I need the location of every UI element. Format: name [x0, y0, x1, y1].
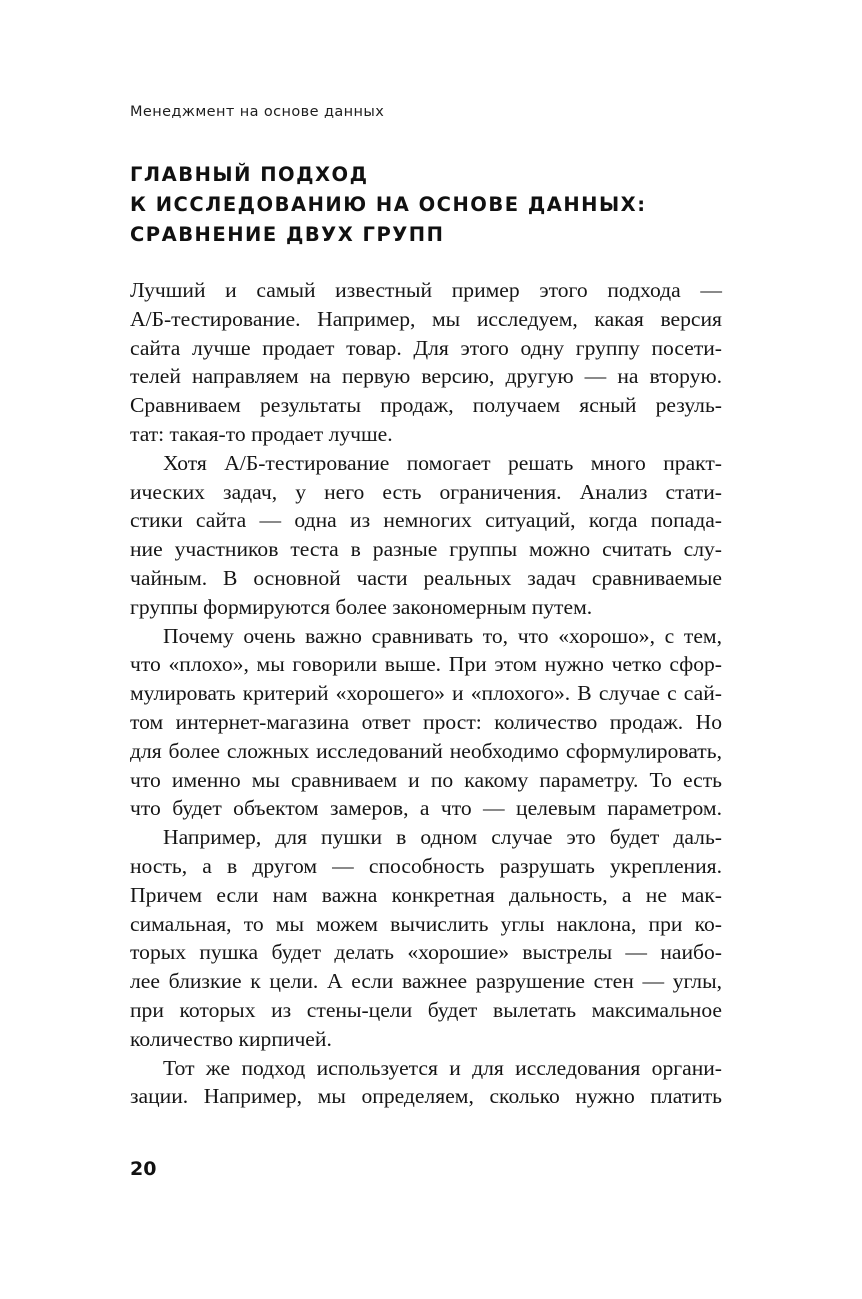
- text-line: что именно мы сравниваем и по какому параметру. То есть: [130, 767, 722, 792]
- text-line: группы формируются более закономерным путем.: [130, 594, 593, 619]
- text-line: Сравниваем результаты продаж, получаем ясный резуль-: [130, 393, 722, 418]
- page-number: 20: [130, 1158, 157, 1180]
- text-line: торых пушка будет делать «хорошие» выстрелы — наибо-: [130, 940, 722, 965]
- heading-line: СРАВНЕНИЕ ДВУХ ГРУПП: [130, 223, 445, 246]
- text-line: А/Б-тестирование. Например, мы исследуем, какая версия: [130, 306, 722, 331]
- paragraph: [130, 823, 722, 1053]
- text-line: ние участников теста в разные группы можно считать слу-: [130, 537, 722, 562]
- heading-line: ГЛАВНЫЙ ПОДХОД: [130, 163, 369, 186]
- text-line: стики сайта — одна из немногих ситуаций, когда попада-: [130, 508, 722, 533]
- text-line: тат: такая-то продает лучше.: [130, 421, 393, 446]
- text-line: Тот же подход используется и для исследования органи-: [163, 1055, 722, 1080]
- text-line: Лучший и самый известный пример этого подхода —: [130, 278, 722, 302]
- text-line: при которых из стены-цели будет вылетать максимальное: [130, 997, 722, 1022]
- running-head: Менеджмент на основе данных: [130, 104, 385, 120]
- text-line: что «плохо», мы говорили выше. При этом нужно четко сфор-: [130, 652, 722, 677]
- text-line: телей направляем на первую версию, другую — на вторую.: [130, 364, 722, 389]
- text-line: количество кирпичей.: [130, 1026, 332, 1051]
- paragraph: [130, 622, 722, 824]
- paragraph: [130, 1054, 722, 1112]
- text-line: Например, для пушки в одном случае это будет даль-: [163, 825, 722, 850]
- text-line: лее близкие к цели. А если важнее разрушение стен — углы,: [130, 969, 722, 994]
- text-line: симальная, то мы можем вычислить углы наклона, при ко-: [130, 911, 722, 936]
- text-line: Почему очень важно сравнивать то, что «хорошо», с тем,: [163, 623, 722, 648]
- paragraph: [130, 276, 722, 449]
- section-heading: [130, 160, 750, 250]
- heading-line: К ИССЛЕДОВАНИЮ НА ОСНОВЕ ДАННЫХ:: [130, 193, 647, 216]
- paragraph: [130, 449, 722, 622]
- text-line: Хотя А/Б-тестирование помогает решать много практ-: [163, 450, 722, 475]
- text-line: что будет объектом замеров, а что — целевым параметром.: [130, 796, 722, 821]
- text-line: Причем если нам важна конкретная дальность, а не мак-: [130, 882, 722, 907]
- text-line: мулировать критерий «хорошего» и «плохого». В случае с сай-: [130, 681, 722, 706]
- text-line: чайным. В основной части реальных задач сравниваемые: [130, 565, 722, 590]
- text-line: зации. Например, мы определяем, сколько нужно платить: [130, 1084, 722, 1109]
- text-line: сайта лучше продает товар. Для этого одну группу посети-: [130, 335, 722, 360]
- body-text: [130, 276, 722, 1111]
- text-line: том интернет-магазина ответ прост: количество продаж. Но: [130, 709, 722, 734]
- text-line: для более сложных исследований необходимо сформулировать,: [130, 738, 722, 763]
- text-line: ность, а в другом — способность разрушать укрепления.: [130, 853, 722, 878]
- text-line: ических задач, у него есть ограничения. Анализ стати-: [130, 479, 722, 504]
